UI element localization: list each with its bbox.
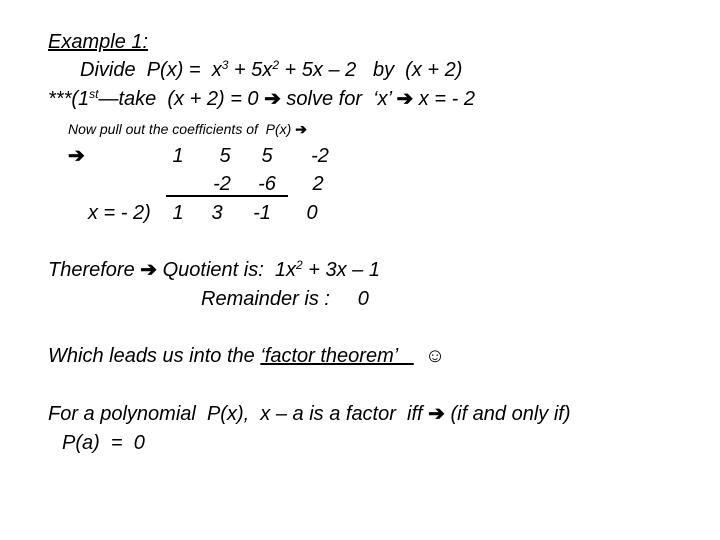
row1-cell: 5: [261, 145, 273, 167]
polynomial-text: For a polynomial P(x), x – a is a factor iff: [48, 403, 429, 425]
pa-line: P(a) = 0: [62, 432, 145, 454]
quotient-lead: Therefore: [48, 259, 141, 281]
polynomial-tail: (if and only if): [444, 403, 571, 425]
row1-cell: 1: [172, 145, 184, 167]
factor-line: [48, 344, 445, 368]
exponent-2: 2: [296, 258, 303, 272]
row2-cell: -2: [213, 173, 231, 195]
step-part3: x = - 2: [413, 88, 475, 110]
step-line: [48, 87, 475, 111]
coeff-note-text: Now pull out the coefficients of P(x): [68, 121, 296, 137]
step-part1: —take (x + 2) = 0: [98, 88, 265, 110]
divide-line: [80, 58, 462, 82]
factor-theorem-term: ‘factor theorem’: [260, 345, 414, 367]
quotient-line: [48, 258, 380, 282]
row3-cell: 3: [211, 202, 223, 224]
divide-tail: + 5x – 2 by (x + 2): [279, 59, 463, 81]
arrow-icon: ➔: [428, 403, 445, 425]
row3-cell: 1: [172, 202, 184, 224]
row3-cell: -1: [253, 202, 271, 224]
polynomial-line: [48, 402, 571, 426]
arrow-icon: ➔: [396, 88, 414, 110]
row1-cell: -2: [311, 145, 329, 167]
smiley-icon: ☺: [424, 345, 446, 367]
example-title: Example 1:: [48, 31, 149, 53]
step-part2: solve for ‘x’: [280, 88, 397, 110]
divide-mid: + 5x: [228, 59, 273, 81]
divide-lead: Divide P(x) = x: [80, 59, 222, 81]
factor-lead: Which leads us into the: [48, 345, 261, 367]
superscript-st: st: [89, 87, 99, 101]
quotient-tail: + 3x – 1: [302, 259, 380, 281]
quotient-text: Quotient is: 1x: [157, 259, 296, 281]
division-line: [166, 195, 288, 197]
arrow-icon: ➔: [140, 259, 158, 281]
arrow-icon: ➔: [68, 145, 85, 167]
remainder-line: Remainder is : 0: [201, 288, 369, 310]
row2-cell: 2: [312, 173, 324, 195]
row2-cell: -6: [258, 173, 276, 195]
divisor-label: x = - 2): [88, 202, 151, 224]
arrow-icon: ➔: [295, 121, 307, 137]
step-lead: ***(1: [48, 88, 90, 110]
arrow-icon: ➔: [264, 88, 281, 110]
row1-cell: 5: [219, 145, 231, 167]
row3-cell: 0: [306, 202, 318, 224]
exponent-2: 2: [272, 58, 279, 72]
exponent-3: 3: [221, 58, 229, 72]
coeff-note: [68, 120, 307, 138]
